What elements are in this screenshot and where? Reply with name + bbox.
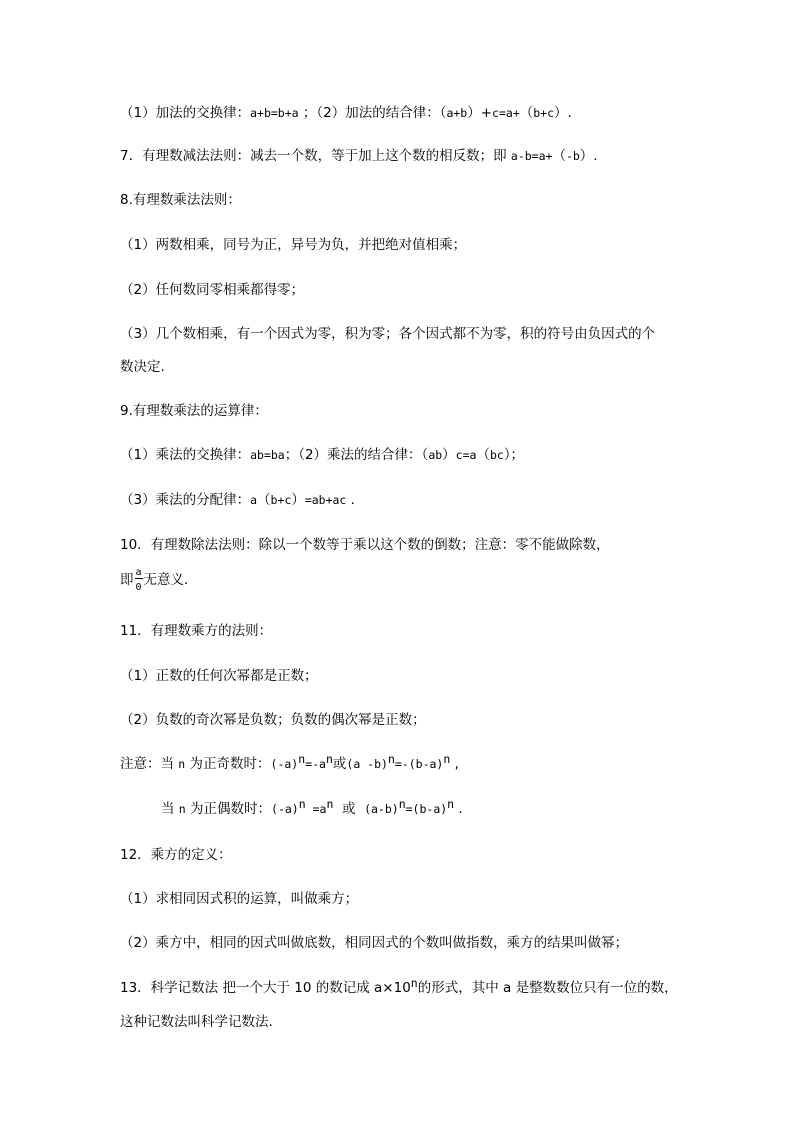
text: 当 bbox=[161, 801, 179, 817]
formula: b+c bbox=[270, 493, 292, 507]
text: 无意义. bbox=[143, 572, 189, 588]
exponent: n bbox=[443, 752, 451, 766]
formula: (a-b) bbox=[364, 802, 399, 816]
subtraction-rule bbox=[120, 147, 598, 165]
text: ；（2）乘法的结合律：（ bbox=[284, 447, 429, 463]
section-heading-8: 8.有理数乘法法则： bbox=[120, 192, 241, 208]
paragraph: 这种记数法叫科学记数法. bbox=[120, 1014, 273, 1030]
text: ） bbox=[291, 492, 305, 508]
formula: b+c bbox=[533, 106, 555, 120]
formula: (-a) bbox=[270, 757, 299, 771]
text: （ bbox=[476, 447, 490, 463]
text: 为正奇数时： bbox=[185, 756, 271, 772]
formula: n bbox=[178, 757, 186, 771]
paragraph: （2）乘方中，相同的因式叫做底数，相同因式的个数叫做指数，乘方的结果叫做幂； bbox=[120, 935, 629, 951]
text: ）+ bbox=[467, 105, 493, 121]
exponent: n bbox=[298, 797, 306, 811]
text: （ bbox=[257, 492, 271, 508]
formula: c=a bbox=[455, 448, 477, 462]
scientific-notation bbox=[120, 976, 678, 997]
formula: =-a bbox=[305, 757, 326, 771]
text: ；（2）加法的结合律：（ bbox=[298, 105, 447, 121]
odd-power-note bbox=[120, 752, 459, 773]
text: （3）乘法的分配律： bbox=[120, 492, 251, 508]
formula: bc bbox=[489, 448, 504, 462]
text: . bbox=[454, 801, 463, 817]
text: （1）乘法的交换律： bbox=[120, 447, 251, 463]
formula: n bbox=[178, 802, 186, 816]
formula: a+b=b+a bbox=[250, 106, 299, 120]
formula: =ab+ac bbox=[304, 493, 347, 507]
paragraph: （1）正数的任何次幂都是正数； bbox=[120, 668, 318, 684]
fraction-denominator: 0 bbox=[135, 582, 142, 593]
formula: ab=ba bbox=[250, 448, 285, 462]
section-heading-11: 11．有理数乘方的法则： bbox=[120, 623, 273, 639]
text: 即 bbox=[120, 572, 134, 588]
division-fraction-line bbox=[120, 566, 188, 594]
multiplication-laws bbox=[120, 446, 524, 464]
text: 注意：当 bbox=[120, 756, 179, 772]
text: ）； bbox=[503, 447, 525, 463]
text: ）. bbox=[579, 148, 598, 164]
text: 为正偶数时： bbox=[185, 801, 272, 817]
text: 或 bbox=[333, 801, 365, 817]
text: ） bbox=[442, 447, 456, 463]
formula: a-b=a+ bbox=[510, 149, 553, 163]
even-power-note bbox=[161, 797, 463, 818]
formula: ab bbox=[428, 448, 443, 462]
fraction-numerator: a bbox=[135, 567, 142, 578]
distributive-law bbox=[120, 491, 355, 509]
section-heading-12: 12．乘方的定义： bbox=[120, 847, 232, 863]
formula: =a bbox=[305, 802, 327, 816]
exponent: n bbox=[447, 797, 455, 811]
text: （1）加法的交换律： bbox=[120, 105, 251, 121]
formula: a bbox=[250, 493, 258, 507]
formula: a+b bbox=[446, 106, 468, 120]
text: （ bbox=[519, 105, 534, 121]
text: （ bbox=[552, 148, 566, 164]
text: , bbox=[450, 756, 459, 772]
exponent: n bbox=[398, 797, 406, 811]
exponent: n bbox=[298, 752, 306, 766]
division-rule: 10．有理数除法法则：除以一个数等于乘以这个数的倒数；注意：零不能做除数， bbox=[120, 537, 610, 553]
text: 或 bbox=[332, 756, 347, 772]
text: 7．有理数减法法则：减去一个数，等于加上这个数的相反数；即 bbox=[120, 148, 511, 164]
formula: =(b-a) bbox=[405, 802, 448, 816]
exponent: n bbox=[410, 976, 418, 990]
exponent: n bbox=[326, 797, 334, 811]
formula: -b bbox=[565, 149, 580, 163]
text: . bbox=[346, 492, 355, 508]
text: 的形式，其中 a 是整数数位只有一位的数， bbox=[417, 980, 678, 996]
formula: (-a) bbox=[271, 802, 299, 816]
formula: =-(b-a) bbox=[394, 757, 444, 771]
paragraph: 数决定. bbox=[120, 359, 165, 375]
fraction bbox=[135, 567, 143, 593]
paragraph: （3）几个数相乘，有一个因式为零，积为零；各个因式都不为零，积的符号由负因式的个 bbox=[120, 326, 656, 342]
paragraph: （1）两数相乘，同号为正，异号为负，并把绝对值相乘； bbox=[120, 237, 467, 253]
exponent: n bbox=[325, 752, 333, 766]
text: ）. bbox=[554, 105, 572, 121]
formula: (a -b) bbox=[346, 757, 388, 771]
text: 13．科学记数法 把一个大于 10 的数记成 a×10 bbox=[120, 980, 411, 996]
paragraph: （1）求相同因式积的运算，叫做乘方； bbox=[120, 891, 359, 907]
exponent: n bbox=[387, 752, 395, 766]
addition-laws bbox=[120, 104, 572, 122]
paragraph: （2）负数的奇次幂是负数；负数的偶次幂是正数； bbox=[120, 712, 426, 728]
formula: c=a+ bbox=[492, 106, 520, 120]
paragraph: （2）任何数同零相乘都得零； bbox=[120, 282, 305, 298]
section-heading-9: 9.有理数乘法的运算律： bbox=[120, 403, 268, 419]
